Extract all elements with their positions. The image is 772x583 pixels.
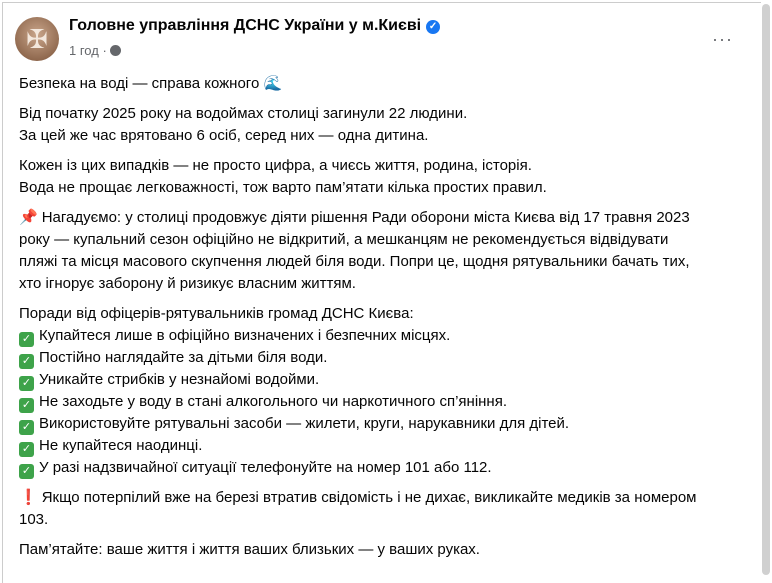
paragraph-closing — [19, 539, 759, 561]
verified-badge-icon: ✓ — [426, 20, 440, 34]
tip-item — [19, 325, 759, 347]
text-line: року — купальний сезон офіційно не відкритий, а мешканцям не рекомендується відвідувати — [19, 231, 669, 248]
text-line: Вода не прощає легковажності, тож варто пам’ятати кілька простих правил. — [19, 179, 547, 196]
author-name[interactable] — [69, 17, 440, 35]
tip-item — [19, 435, 759, 457]
check-mark-icon: ✓ — [19, 464, 34, 479]
tips-list — [19, 303, 759, 479]
scrollbar[interactable] — [762, 4, 770, 575]
check-mark-icon: ✓ — [19, 442, 34, 457]
tip-item — [19, 457, 759, 479]
tip-item — [19, 347, 759, 369]
post-title — [19, 73, 759, 95]
text-line: Кожен із цих випадків — не просто цифра, а чиєсь життя, родина, історія. — [19, 157, 532, 174]
page-avatar[interactable] — [15, 17, 59, 61]
paragraph-reminder — [19, 207, 759, 295]
tip-text: Постійно наглядайте за дітьми біля води. — [39, 349, 328, 366]
text: Нагадуємо: у столиці продовжує діяти рішення Ради оборони міста Києва від 17 травня 2023 — [41, 209, 690, 226]
text-line: хто ігнорує заборону й ризикує власним життям. — [19, 275, 356, 292]
text-line: Від початку 2025 року на водоймах столиці загинули 22 людини. — [19, 105, 468, 122]
post-body — [19, 73, 759, 569]
text: Якщо потерпілий вже на березі втратив свідомість і не дихає, викликайте медиків за номером — [41, 489, 697, 506]
tip-text: Уникайте стрибків у незнайомі водойми. — [39, 371, 320, 388]
check-mark-icon: ✓ — [19, 398, 34, 413]
text-line: За цей же час врятовано 6 осіб, серед них — одна дитина. — [19, 127, 429, 144]
tip-text: Купайтеся лише в офіційно визначених і безпечних місцях. — [39, 327, 451, 344]
post-card — [2, 2, 761, 583]
tip-text: Не купайтеся наодинці. — [39, 437, 203, 454]
wave-emoji-icon: 🌊 — [263, 75, 283, 92]
tip-text: Не заходьте у воду в стані алкогольного чи наркотичного сп’яніння. — [39, 393, 508, 410]
text-line: пляжі та місця масового скупчення людей біля води. Попри це, щодня рятувальники бачать тих, — [19, 253, 690, 270]
check-mark-icon: ✓ — [19, 332, 34, 347]
exclamation-icon: ❗ — [19, 489, 38, 506]
tip-item — [19, 391, 759, 413]
tip-text: Використовуйте рятувальні засоби — жилети, круги, нарукавники для дітей. — [39, 415, 570, 432]
paragraph-stats — [19, 103, 759, 147]
text-line — [19, 207, 759, 229]
text-line: Пам’ятайте: ваше життя і життя ваших близьких — у ваших руках. — [19, 541, 480, 558]
globe-icon — [110, 45, 121, 56]
check-mark-icon: ✓ — [19, 420, 34, 435]
tip-item — [19, 369, 759, 391]
tip-text: У разі надзвичайної ситуації телефонуйте на номер 101 або 112. — [39, 459, 492, 476]
text-line — [19, 487, 759, 509]
more-options-button[interactable]: ··· — [712, 29, 733, 49]
separator: · — [102, 43, 107, 58]
title-text: Безпека на воді — справа кожного — [19, 75, 260, 92]
author-link[interactable]: Головне управління ДСНС України у м.Києві — [69, 17, 422, 34]
check-mark-icon: ✓ — [19, 376, 34, 391]
post-meta — [69, 43, 121, 58]
timestamp[interactable]: 1 год — [69, 43, 99, 58]
pushpin-icon: 📌 — [19, 209, 38, 226]
check-mark-icon: ✓ — [19, 354, 34, 369]
tips-heading: Поради від офіцерів-рятувальників громад ДСНС Києва: — [19, 305, 414, 322]
tip-item — [19, 413, 759, 435]
text-line: 103. — [19, 511, 49, 528]
emblem-icon: ✠ — [26, 24, 48, 54]
paragraph-reflection — [19, 155, 759, 199]
paragraph-warning — [19, 487, 759, 531]
